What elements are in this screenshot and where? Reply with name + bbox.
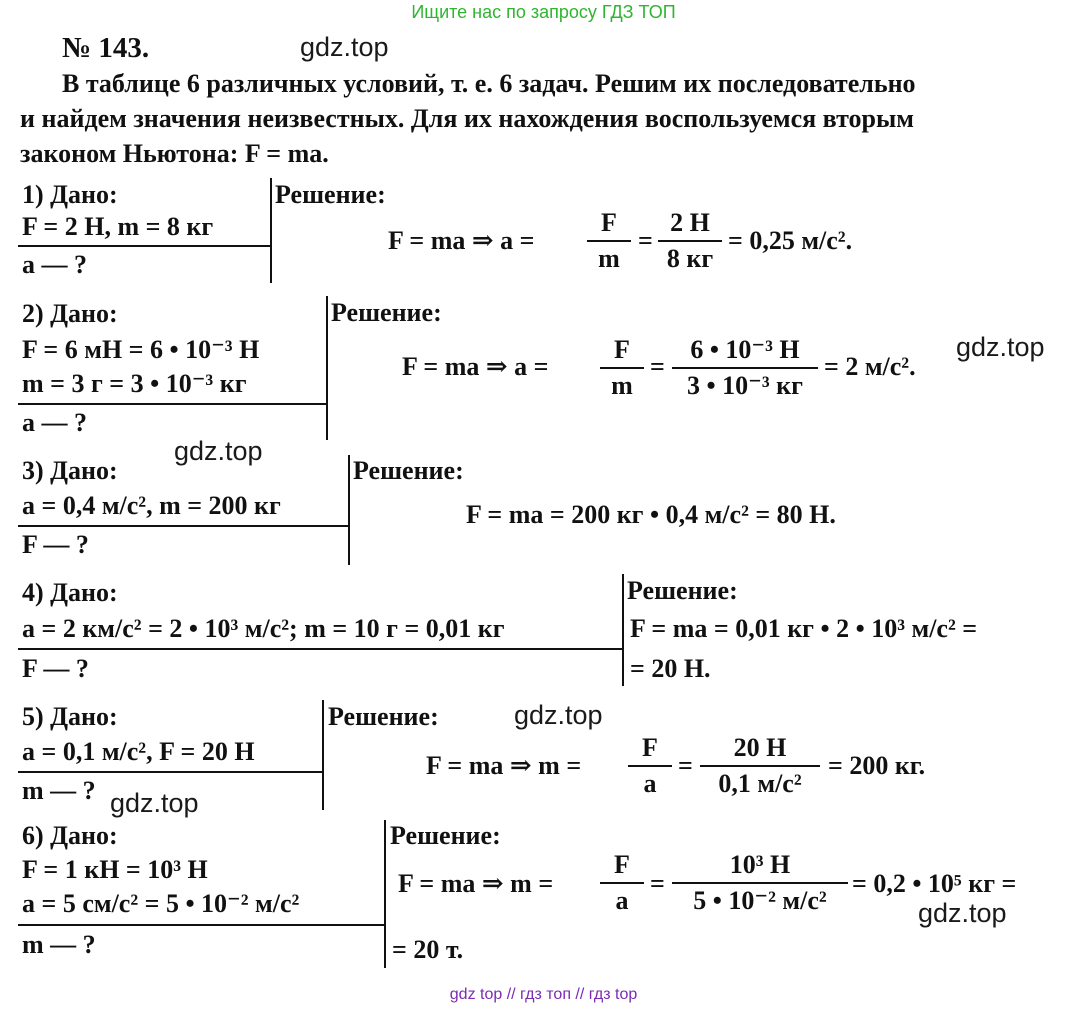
given-line: a = 0,1 м/с², F = 20 Н <box>22 737 255 766</box>
given-divider <box>18 648 622 650</box>
given-divider <box>18 771 322 773</box>
watermark: gdz.top <box>956 332 1045 362</box>
fraction-bar <box>658 240 722 242</box>
equals-sign: = <box>650 869 665 898</box>
fraction-numerator: 20 Н <box>733 733 787 762</box>
given-line: a = 5 см/с² = 5 • 10⁻² м/с² <box>22 889 300 918</box>
fraction-numerator: F <box>601 208 617 237</box>
watermark: gdz.top <box>174 436 263 466</box>
given-line: F = 1 кН = 10³ Н <box>22 855 208 884</box>
equals-sign: = <box>650 352 665 381</box>
equation-right: = 0,2 • 10⁵ кг = <box>852 869 1017 898</box>
fraction-bar <box>600 882 644 884</box>
fraction-1 <box>587 208 631 274</box>
solution-label: Решение: <box>627 576 738 605</box>
fraction-numerator: F <box>642 733 658 762</box>
fraction-denominator: m <box>598 244 620 273</box>
fraction-2 <box>672 850 848 916</box>
fraction-denominator: a <box>615 886 629 915</box>
unknown: F — ? <box>22 530 89 559</box>
solution-label: Решение: <box>353 456 464 485</box>
fraction-numerator: 2 Н <box>670 208 710 237</box>
equation-left: F = ma ⇒ a = <box>388 226 535 255</box>
given-label: 5) Дано: <box>22 702 118 731</box>
fraction-denominator: a <box>643 769 657 798</box>
equation-left: F = ma ⇒ m = <box>426 751 582 780</box>
solution-label: Решение: <box>390 821 501 850</box>
equation-right: = 2 м/с². <box>824 352 916 381</box>
equation-continuation: = 20 т. <box>392 935 464 964</box>
intro-line-2: и найдем значения неизвестных. Для их нахождения воспользуемся вторым <box>20 104 914 133</box>
fraction-1 <box>600 850 644 916</box>
fraction-2 <box>672 335 818 401</box>
fraction-numerator: F <box>614 335 630 364</box>
solution-label: Решение: <box>275 180 386 209</box>
column-divider <box>622 574 624 686</box>
watermark: gdz.top <box>918 898 1007 928</box>
fraction-denominator: 8 кг <box>666 244 714 273</box>
given-label: 1) Дано: <box>22 180 118 209</box>
fraction-denominator: 0,1 м/с² <box>718 769 802 798</box>
fraction-denominator: m <box>611 371 633 400</box>
problem-number: № 143. <box>62 32 150 64</box>
equals-sign: = <box>678 751 693 780</box>
intro-line-1: В таблице 6 различных условий, т. е. 6 задач. Решим их последовательно <box>62 69 916 98</box>
fraction-denominator: 3 • 10⁻³ кг <box>687 371 803 400</box>
footer-links[interactable]: gdz top // гдз топ // гдз top <box>449 986 638 1003</box>
column-divider <box>384 820 386 968</box>
given-label: 3) Дано: <box>22 456 118 485</box>
given-line: F = 6 мН = 6 • 10⁻³ Н <box>22 335 260 364</box>
fraction-numerator: 10³ Н <box>729 850 791 879</box>
fraction-bar <box>628 765 672 767</box>
given-line: a = 2 км/с² = 2 • 10³ м/с²; m = 10 г = 0,01 кг <box>22 614 505 643</box>
fraction-2 <box>700 733 820 799</box>
fraction-bar <box>587 240 631 242</box>
solution-label: Решение: <box>331 298 442 327</box>
solution-label: Решение: <box>328 702 439 731</box>
column-divider <box>322 700 324 810</box>
fraction-numerator: 6 • 10⁻³ Н <box>690 335 800 364</box>
given-label: 2) Дано: <box>22 299 118 328</box>
given-divider <box>18 403 326 405</box>
fraction-1 <box>628 733 672 799</box>
equation: F = ma = 0,01 кг • 2 • 10³ м/с² = <box>630 614 978 643</box>
column-divider <box>270 178 272 283</box>
given-divider <box>18 924 384 926</box>
equation-left: F = ma ⇒ a = <box>402 352 549 381</box>
top-banner[interactable]: Ищите нас по запросу ГДЗ ТОП <box>411 2 676 22</box>
fraction-bar <box>672 882 848 884</box>
given-label: 6) Дано: <box>22 821 118 850</box>
fraction-bar <box>700 765 820 767</box>
unknown: a — ? <box>22 408 87 437</box>
unknown: a — ? <box>22 250 87 279</box>
unknown: m — ? <box>22 776 96 805</box>
intro-line-3: законом Ньютона: F = ma. <box>20 139 329 168</box>
unknown: F — ? <box>22 654 89 683</box>
given-line: a = 0,4 м/с², m = 200 кг <box>22 491 281 520</box>
column-divider <box>348 455 350 565</box>
equation: F = ma = 200 кг • 0,4 м/с² = 80 Н. <box>466 500 836 529</box>
unknown: m — ? <box>22 930 96 959</box>
watermark: gdz.top <box>514 700 603 730</box>
equals-sign: = <box>638 226 653 255</box>
fraction-bar <box>600 367 644 369</box>
equation-right: = 0,25 м/с². <box>728 226 853 255</box>
watermark: gdz.top <box>110 788 199 818</box>
watermark: gdz.top <box>300 32 389 62</box>
given-label: 4) Дано: <box>22 578 118 607</box>
equation-left: F = ma ⇒ m = <box>398 869 554 898</box>
equation-right: = 200 кг. <box>828 751 926 780</box>
fraction-1 <box>600 335 644 401</box>
fraction-2 <box>658 208 722 274</box>
column-divider <box>326 296 328 440</box>
given-line: F = 2 Н, m = 8 кг <box>22 212 214 241</box>
given-line: m = 3 г = 3 • 10⁻³ кг <box>22 369 247 398</box>
fraction-numerator: F <box>614 850 630 879</box>
fraction-denominator: 5 • 10⁻² м/с² <box>693 886 827 915</box>
given-divider <box>18 245 270 247</box>
fraction-bar <box>672 367 818 369</box>
equation-continuation: = 20 Н. <box>630 654 711 683</box>
given-divider <box>18 525 348 527</box>
